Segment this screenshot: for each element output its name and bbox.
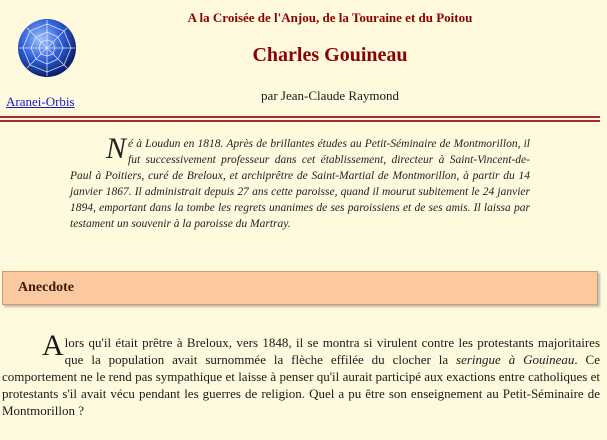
header-divider: [0, 116, 600, 122]
anecdote-drop-cap: A: [42, 329, 64, 362]
anecdote-paragraph: [2, 329, 600, 419]
spiderweb-globe-icon: [17, 18, 77, 78]
anecdote-italic-nickname: seringue à Gouineau: [456, 352, 575, 367]
site-home-link[interactable]: Aranei-Orbis: [6, 94, 75, 109]
section-title: Anecdote: [18, 280, 74, 295]
intro-paragraph: [70, 132, 530, 232]
author-line: par Jean-Claude Raymond: [261, 88, 399, 103]
intro-text: é à Loudun en 1818. Après de brillantes études au Petit-Séminaire de Montmorillon, il fut successivement professeur dans cet établissement, directeur à Saint-Vincent-de-Paul à Poitiers, curé de Breloux, et archiprêtre de Saint-Martial de Montmorillon, à partir du 14 janvier 1867. Il administrait depuis 27 ans cette paroisse, quand il mourut subitement le 24 janvier 1894, emportant dans la tombe les regrets unanimes de ses paroissiens et de ses amis. Il laissa par testament un souvenir à la paroisse du Martray.: [70, 138, 530, 230]
anecdote-text-start: lors qu'il était prêtre à Breloux, vers 1848, il se montra si virulent contre les protestants majoritaires que la population avait surnommée la flèche effilée du clocher la: [64, 335, 600, 367]
anecdote-text-end: . Ce comportement ne le rend pas sympathique et laisse à penser qu'il aurait participé aux exactions entre catholiques et protestants s'il avait vécu pendant les guerres de religion. Quel a pu être son enseignement au Petit-Séminaire de Montmorillon ?: [2, 352, 600, 418]
section-header-bar: [2, 271, 598, 305]
page-title: Charles Gouineau: [252, 44, 408, 66]
site-logo-link[interactable]: [6, 18, 88, 78]
intro-drop-cap: N: [106, 132, 127, 165]
site-super-title: A la Croisée de l'Anjou, de la Touraine et du Poitou: [187, 10, 473, 25]
